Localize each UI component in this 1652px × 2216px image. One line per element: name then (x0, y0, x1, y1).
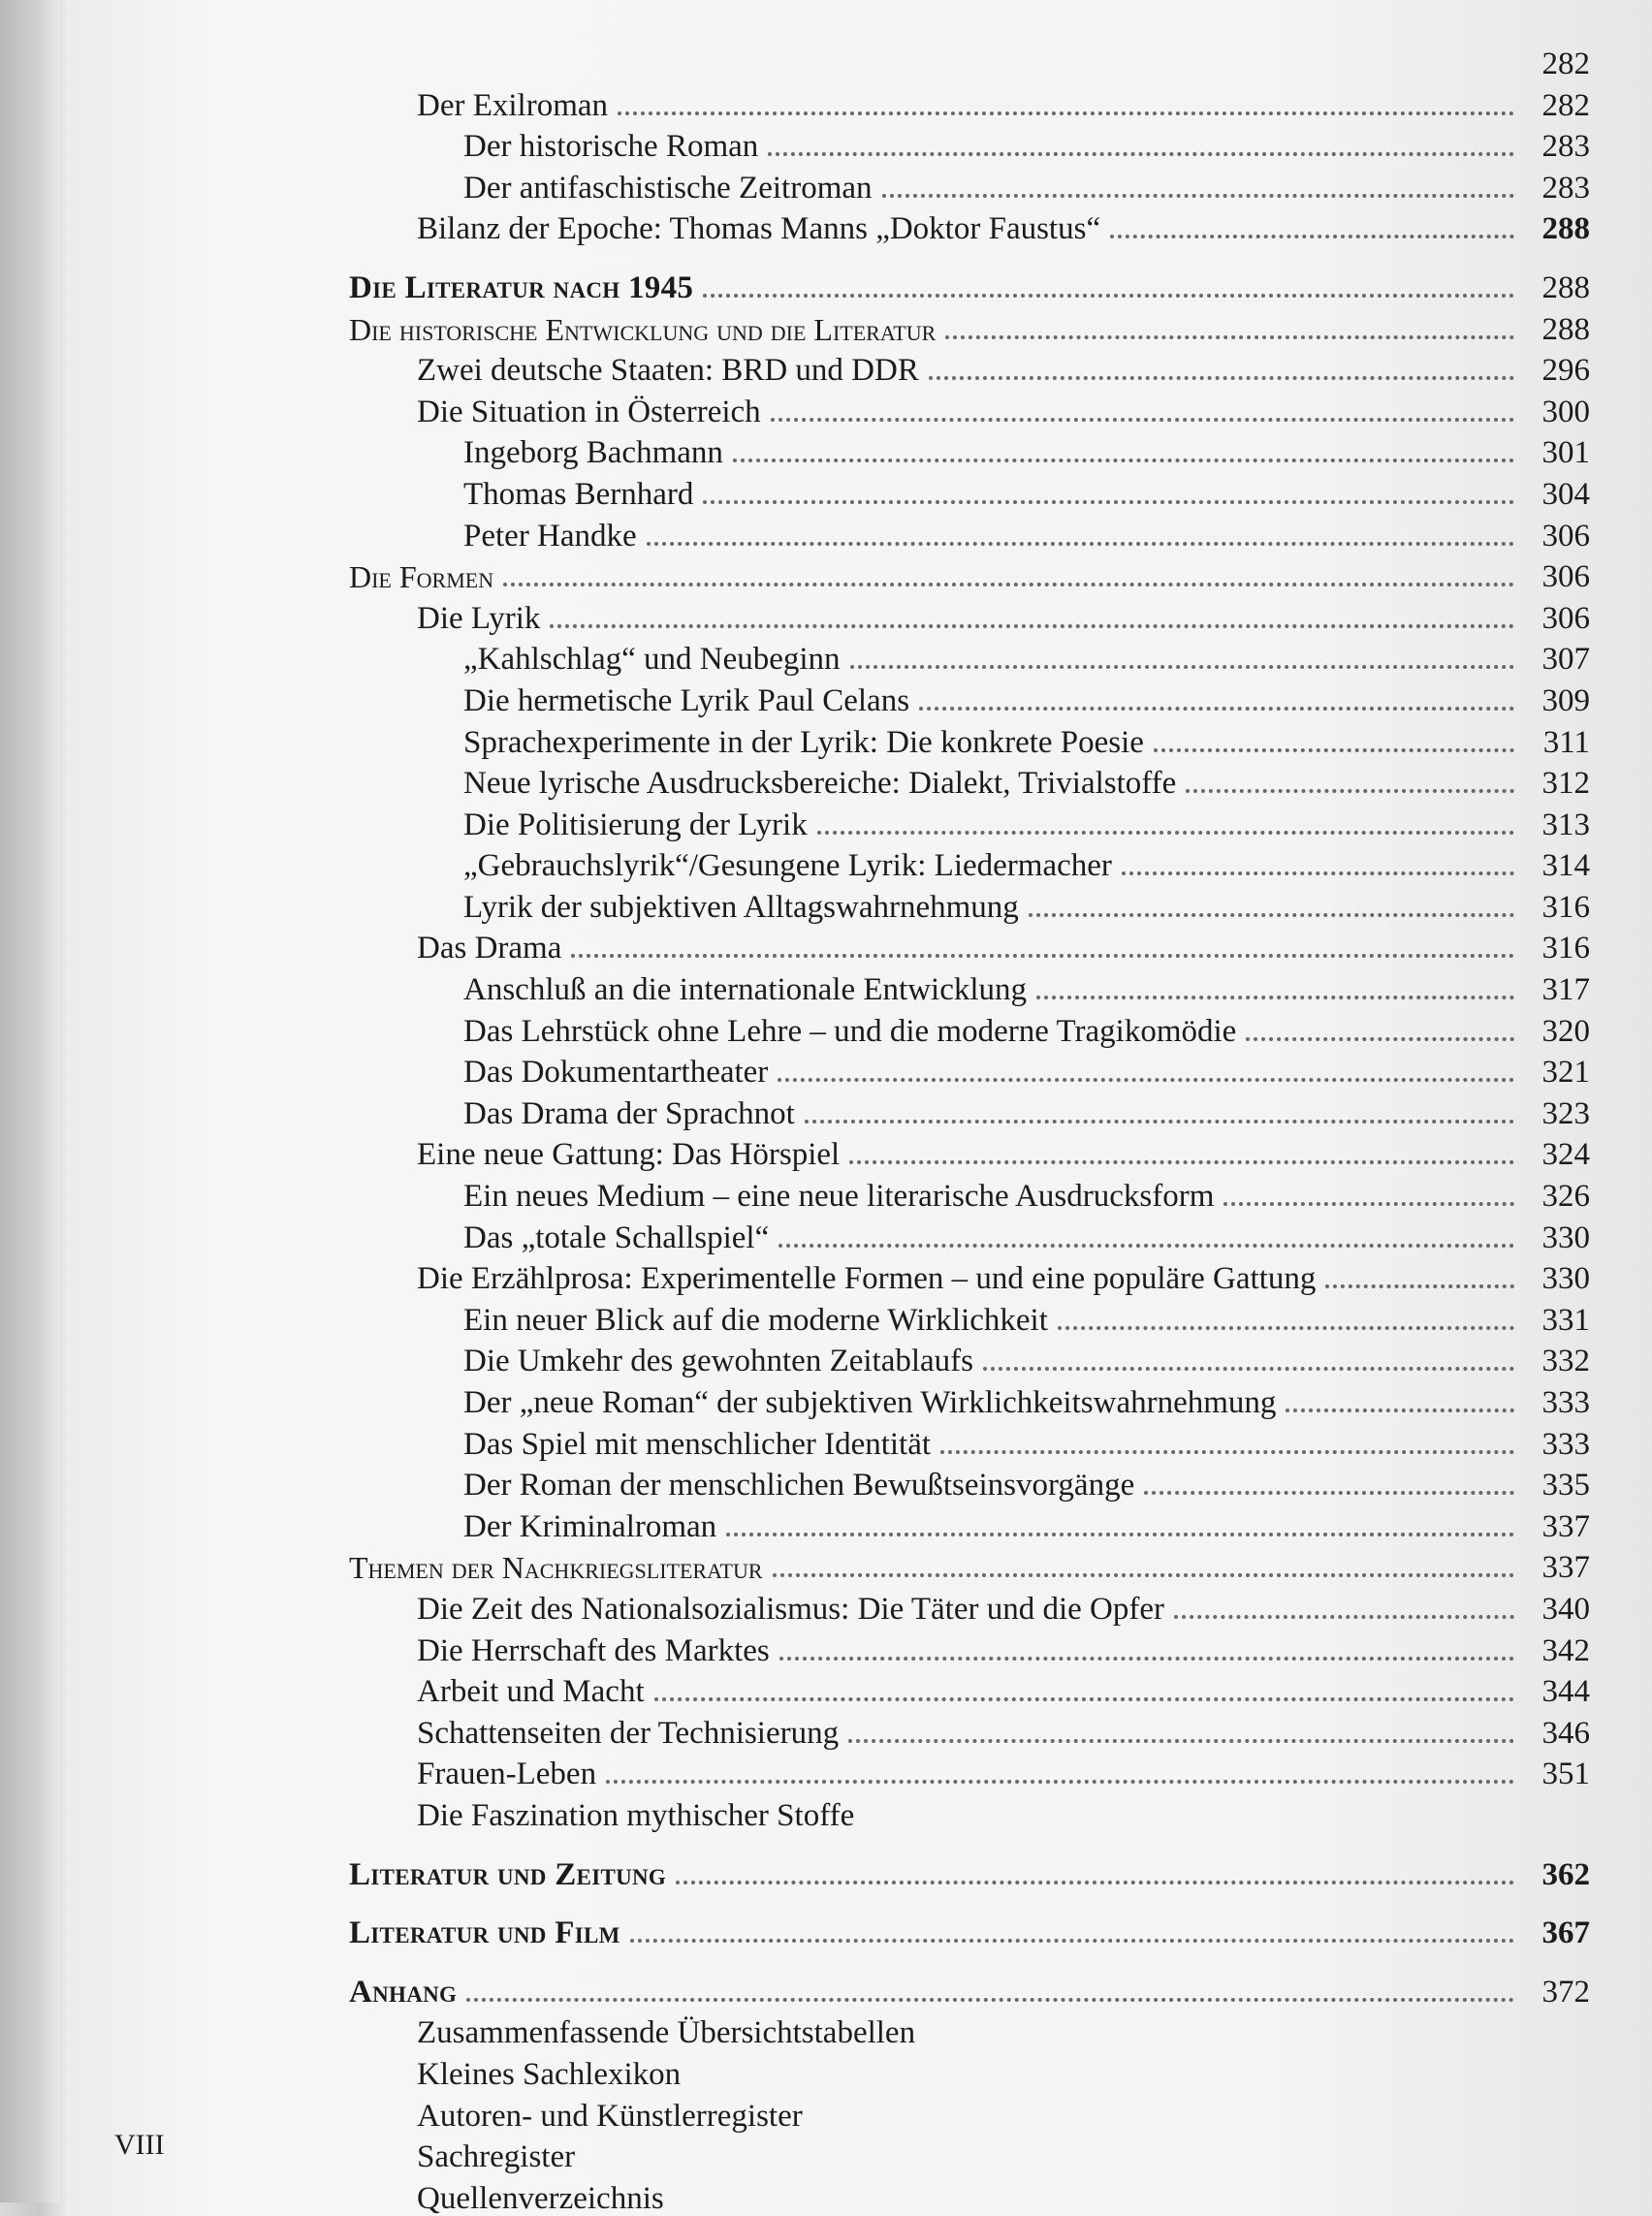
toc-entry-title: Der Kriminalroman (463, 1508, 717, 1544)
toc-leader-dots (606, 1779, 1514, 1784)
toc-entry[interactable] (349, 842, 1590, 884)
toc-entry[interactable] (349, 1338, 1590, 1379)
toc-entry-page: 306 (1541, 600, 1590, 636)
toc-entry-title: Der „neue Roman“ der subjektiven Wirklichkeitswahrnehmung (463, 1385, 1277, 1420)
toc-entry[interactable] (349, 347, 1590, 389)
toc-leader-dots (571, 953, 1514, 958)
toc-entry[interactable] (349, 801, 1590, 842)
toc-entry[interactable] (349, 760, 1590, 802)
toc-entry-page: 342 (1541, 1632, 1590, 1668)
toc-leader-dots (585, 2166, 1514, 2167)
toc-entry[interactable] (349, 554, 1590, 595)
toc-entry-page: 296 (1541, 353, 1590, 389)
toc-entry[interactable] (349, 470, 1590, 512)
toc-entry-title: Die historische Entwicklung und die Literatur (349, 311, 937, 347)
toc-leader-dots (1325, 1283, 1514, 1288)
toc-entry-page: 324 (1541, 1137, 1590, 1173)
toc-entry[interactable] (349, 1214, 1590, 1255)
toc-entry-title: Zwei deutsche Staaten: BRD und DDR (417, 353, 919, 389)
toc-entry[interactable] (349, 1420, 1590, 1462)
toc-entry-title: Ein neuer Blick auf die moderne Wirklichkeit (463, 1302, 1048, 1338)
toc-leader-dots (690, 2083, 1514, 2084)
toc-entry[interactable] (349, 206, 1590, 247)
toc-entry-title: Die Situation in Österreich (417, 394, 761, 429)
toc-entry-title: Eine neue Gattung: Das Hörspiel (417, 1137, 841, 1173)
toc-entry-title: Das „totale Schallspiel“ (463, 1219, 770, 1255)
toc-entry-title: Kleines Sachlexikon (417, 2056, 682, 2092)
toc-entry[interactable] (349, 1131, 1590, 1173)
toc-entry-title: Der Roman der menschlichen Bewußtseinsvorgänge (463, 1468, 1135, 1504)
toc-leader-dots (550, 623, 1514, 628)
toc-leader-dots (945, 334, 1514, 339)
toc-entry-title: Der historische Roman (463, 129, 759, 165)
toc-leader-dots (812, 2125, 1514, 2126)
toc-entry-page: 344 (1541, 1674, 1590, 1710)
toc-leader-dots (647, 541, 1514, 546)
toc-leader-dots (1122, 871, 1514, 875)
toc-entry-page: 367 (1541, 1915, 1590, 1951)
toc-entry-page: 313 (1541, 807, 1590, 842)
toc-entry-page: 323 (1541, 1095, 1590, 1131)
toc-entry-page: 309 (1541, 682, 1590, 718)
toc-entry[interactable] (349, 1503, 1590, 1544)
toc-entry-page: 346 (1541, 1715, 1590, 1751)
toc-leader-dots (1246, 1036, 1514, 1041)
toc-entry-title: Themen der Nachkriegsliteratur (349, 1550, 763, 1586)
toc-entry-page: 340 (1541, 1591, 1590, 1627)
toc-entry-page: 333 (1541, 1426, 1590, 1462)
toc-entry-page: 362 (1541, 1856, 1590, 1892)
toc-leader-dots (654, 1696, 1514, 1701)
toc-entry-page: 300 (1541, 394, 1590, 429)
toc-entry-page: 282 (1541, 87, 1590, 123)
toc-entry-page: 307 (1541, 642, 1590, 678)
toc-entry[interactable] (349, 429, 1590, 471)
toc-entry[interactable] (349, 164, 1590, 206)
toc-entry-page: 306 (1541, 518, 1590, 554)
toc-entry-title: Arbeit und Macht (417, 1674, 645, 1710)
toc-leader-dots (1286, 1408, 1514, 1412)
toc-entry-title: Sachregister (417, 2139, 576, 2175)
toc-entry[interactable] (349, 1544, 1590, 1586)
toc-leader-dots (1223, 1201, 1514, 1206)
section-gap (349, 1950, 1590, 1968)
toc-entry-title: Bilanz der Epoche: Thomas Manns „Doktor Faustus“ (417, 211, 1101, 247)
toc-leader-dots (676, 1880, 1514, 1884)
toc-entry-page: 320 (1541, 1013, 1590, 1049)
toc-entry-title: Neue lyrische Ausdrucksbereiche: Dialekt, Trivialstoffe (463, 766, 1177, 802)
toc-leader-dots (1029, 912, 1514, 917)
toc-entry[interactable] (349, 81, 1590, 123)
toc-entry[interactable] (349, 1910, 1590, 1951)
toc-entry[interactable] (349, 2174, 1590, 2216)
toc-entry[interactable] (349, 305, 1590, 347)
toc-entry[interactable] (349, 966, 1590, 1007)
toc-entry[interactable] (349, 1851, 1590, 1892)
toc-leader-dots (726, 1532, 1514, 1536)
toc-entry-page: 372 (1541, 1974, 1590, 2010)
toc-leader-dots (1154, 747, 1514, 752)
toc-entry-title: Die Erzählprosa: Experimentelle Formen – und eine populäre Gattung (417, 1261, 1317, 1297)
toc-entry-title: Peter Handke (463, 518, 637, 554)
toc-entry[interactable] (349, 1668, 1590, 1710)
toc-entry-title: Der Exilroman (417, 87, 609, 123)
toc-entry[interactable] (349, 1090, 1590, 1131)
toc-entry-title: Quellenverzeichnis (417, 2180, 664, 2216)
toc-leader-dots (849, 1159, 1514, 1164)
toc-entry[interactable] (349, 2010, 1590, 2051)
toc-entry[interactable] (349, 1751, 1590, 1792)
toc-entry-page: 314 (1541, 848, 1590, 884)
toc-entry-title: Die Faszination mythischer Stoffe (417, 1797, 855, 1833)
toc-entry-title: Ingeborg Bachmann (463, 435, 723, 471)
toc-leader-dots (779, 1656, 1514, 1661)
toc-leader-dots (773, 1572, 1514, 1577)
toc-leader-dots (618, 111, 1514, 115)
toc-leader-dots (630, 1938, 1514, 1943)
toc-leader-dots (919, 706, 1514, 711)
book-spine-shadow (0, 0, 60, 2202)
toc-top-number: 282 (1541, 47, 1590, 81)
toc-entry[interactable] (349, 512, 1590, 554)
toc-entry-page: 316 (1541, 889, 1590, 925)
toc-entry[interactable] (349, 594, 1590, 636)
toc-entry-page: 306 (1541, 559, 1590, 595)
toc-entry-page: 337 (1541, 1508, 1590, 1544)
toc-leader-dots (864, 1824, 1514, 1825)
section-gap (349, 1833, 1590, 1851)
toc-entry-title: Lyrik der subjektiven Alltagswahrnehmung (463, 889, 1019, 925)
toc-entry[interactable] (349, 718, 1590, 760)
toc-entry[interactable] (349, 123, 1590, 165)
toc-entry-title: Die Formen (349, 559, 494, 595)
toc-entry-title: Sprachexperimente in der Lyrik: Die konkrete Poesie (463, 724, 1144, 760)
toc-entry[interactable] (349, 1049, 1590, 1091)
toc-leader-dots (848, 1738, 1514, 1743)
toc-entry-title: Anschluß an die internationale Entwicklung (463, 972, 1028, 1008)
toc-entry-title: Schattenseiten der Technisierung (417, 1715, 840, 1751)
toc-entry-title: Das Drama der Sprachnot (463, 1095, 795, 1131)
toc-leader-dots (703, 499, 1514, 504)
toc-entry[interactable] (349, 264, 1590, 305)
toc-entry[interactable] (349, 2092, 1590, 2134)
toc-entry-title: Das Drama (417, 931, 562, 966)
toc-entry[interactable] (349, 1172, 1590, 1214)
toc-entry-page: 283 (1541, 129, 1590, 165)
toc-entry-title: Das Dokumentartheater (463, 1055, 769, 1091)
toc-entry[interactable] (349, 1255, 1590, 1297)
toc-entry[interactable] (349, 925, 1590, 966)
toc-entry-title: Literatur und Zeitung (349, 1856, 667, 1892)
toc-leader-dots (817, 830, 1514, 835)
toc-entry-title: Thomas Bernhard (463, 476, 694, 512)
toc-entry-page: 321 (1541, 1055, 1590, 1091)
toc-entry-title: Frauen-Leben (417, 1757, 597, 1792)
table-of-contents (349, 47, 1590, 2216)
toc-entry-title: Literatur und Film (349, 1915, 620, 1951)
section-gap (349, 1892, 1590, 1910)
toc-leader-dots (466, 1997, 1514, 2002)
toc-entry-title: Die Herrschaft des Marktes (417, 1632, 770, 1668)
toc-entry-title: Die Zeit des Nationalsozialismus: Die Täter und die Opfer (417, 1591, 1165, 1627)
toc-entry[interactable] (349, 1627, 1590, 1668)
toc-leader-dots (929, 375, 1514, 380)
toc-leader-dots (674, 2207, 1514, 2208)
toc-leader-dots (703, 293, 1514, 298)
toc-entry-title: Der antifaschistische Zeitroman (463, 170, 873, 206)
toc-entry-title: Zusammenfassende Übersichtstabellen (417, 2015, 916, 2051)
toc-entry[interactable] (349, 1791, 1590, 1833)
toc-leader-dots (503, 582, 1514, 586)
toc-entry[interactable] (349, 1462, 1590, 1504)
toc-leader-dots (1036, 995, 1514, 999)
toc-entry[interactable] (349, 883, 1590, 925)
toc-leader-dots (733, 458, 1514, 462)
toc-entry-title: Die Literatur nach 1945 (349, 269, 694, 305)
toc-leader-dots (882, 193, 1514, 198)
toc-leader-dots (778, 1243, 1514, 1248)
toc-entries (349, 81, 1590, 2216)
toc-leader-dots (768, 151, 1514, 156)
toc-entry-page: 351 (1541, 1757, 1590, 1792)
toc-leader-dots (1174, 1614, 1514, 1619)
toc-leader-dots (1058, 1325, 1514, 1330)
toc-entry-title: Das Lehrstück ohne Lehre – und die moderne Tragikomödie (463, 1013, 1237, 1049)
toc-entry-page: 332 (1541, 1344, 1590, 1379)
toc-leader-dots (940, 1449, 1514, 1454)
toc-entry-page: 330 (1541, 1219, 1590, 1255)
toc-entry[interactable] (349, 1585, 1590, 1627)
toc-leader-dots (1110, 234, 1514, 238)
toc-entry-page: 326 (1541, 1179, 1590, 1215)
toc-entry[interactable] (349, 2134, 1590, 2175)
toc-entry-title: „Kahlschlag“ und Neubeginn (463, 642, 841, 678)
toc-entry-page: 311 (1542, 724, 1590, 760)
toc-entry-title: „Gebrauchslyrik“/Gesungene Lyrik: Liedermacher (463, 848, 1112, 884)
toc-entry-title: Die Umkehr des gewohnten Zeitablaufs (463, 1344, 974, 1379)
toc-entry-page: 288 (1541, 211, 1590, 247)
toc-entry-page: 288 (1541, 311, 1590, 347)
toc-entry-page: 316 (1541, 931, 1590, 966)
toc-entry[interactable] (349, 636, 1590, 678)
toc-leader-dots (771, 417, 1514, 422)
toc-entry-title: Autoren- und Künstlerregister (417, 2098, 803, 2134)
toc-top-number-row (349, 47, 1590, 81)
toc-leader-dots (983, 1366, 1514, 1371)
toc-entry-page: 283 (1541, 170, 1590, 206)
toc-entry-page: 304 (1541, 476, 1590, 512)
toc-leader-dots (778, 1077, 1514, 1082)
toc-leader-dots (1144, 1490, 1514, 1495)
toc-entry-title: Die hermetische Lyrik Paul Celans (463, 682, 910, 718)
toc-entry-title: Das Spiel mit menschlicher Identität (463, 1426, 932, 1462)
toc-entry-title: Anhang (349, 1974, 458, 2010)
toc-entry-page: 288 (1541, 269, 1590, 305)
toc-entry-page: 330 (1541, 1261, 1590, 1297)
toc-entry[interactable] (349, 677, 1590, 718)
toc-entry-page: 317 (1541, 972, 1590, 1008)
toc-entry[interactable] (349, 1968, 1590, 2010)
toc-entry-title: Die Lyrik (417, 600, 541, 636)
toc-entry[interactable] (349, 1296, 1590, 1338)
toc-entry-page: 337 (1541, 1550, 1590, 1586)
toc-entry-page: 335 (1541, 1468, 1590, 1504)
toc-entry[interactable] (349, 1709, 1590, 1751)
section-gap (349, 246, 1590, 264)
toc-leader-dots (805, 1119, 1514, 1124)
toc-entry[interactable] (349, 388, 1590, 429)
toc-entry-page: 331 (1541, 1302, 1590, 1338)
toc-entry[interactable] (349, 1378, 1590, 1420)
toc-leader-dots (850, 664, 1514, 669)
toc-entry-title: Ein neues Medium – eine neue literarische Ausdrucksform (463, 1179, 1215, 1215)
toc-entry[interactable] (349, 1007, 1590, 1049)
toc-entry-title: Die Politisierung der Lyrik (463, 807, 808, 842)
toc-leader-dots (1186, 788, 1514, 793)
toc-entry[interactable] (349, 2050, 1590, 2092)
toc-entry-page: 301 (1541, 435, 1590, 471)
toc-entry-page: 333 (1541, 1385, 1590, 1420)
page-folio: VIII (114, 2129, 165, 2161)
toc-entry-page: 312 (1541, 766, 1590, 802)
